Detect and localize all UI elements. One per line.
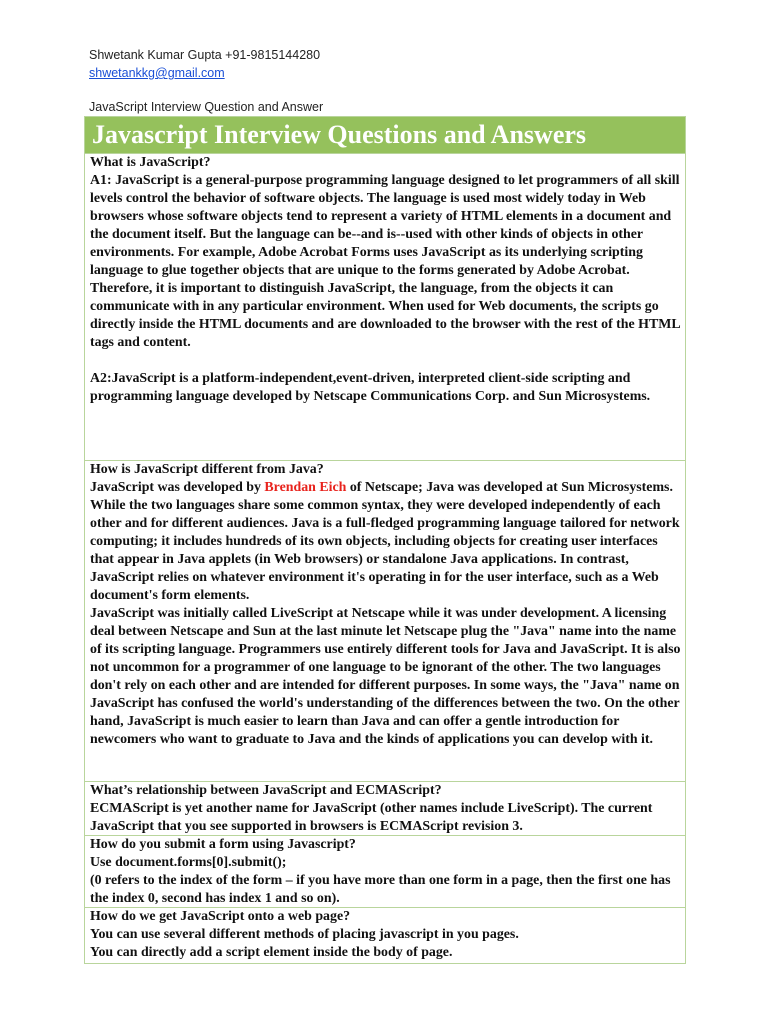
question: What is JavaScript? (90, 155, 211, 170)
question: How is JavaScript different from Java? (90, 462, 324, 477)
table-title-row (85, 117, 685, 153)
author-line: Shwetank Kumar Gupta +91-9815144280 (89, 48, 321, 62)
email-link[interactable]: shwetankkg@gmail.com (89, 66, 225, 80)
answer-paragraph (90, 479, 685, 605)
qa-item-javascript-on-page (85, 907, 685, 963)
paragraph-gap (90, 352, 685, 370)
qa-item-ecmascript (85, 781, 685, 835)
answer-paragraph: (0 refers to the index of the form – if you have more than one form in a page, then the first one has the index 0, second has index 1 and so on). (90, 873, 671, 906)
answer-paragraph: JavaScript was initially called LiveScript at Netscape while it was under development. A licensing deal between Netscape and Sun at the last minute let Netscape plug the "Java" name into the name of its scripting language. Programmers use entirely different tools for Java and JavaScript. It is also not uncommon for a programmer of one language to be ignorant of the other. The two languages don't rely on each other and are intended for different purposes. In some ways, the "Java" name on JavaScript has confused the world's understanding of the differences between the two. On the other hand, JavaScript is much easier to learn than Java and can offer a gentle introduction for newcomers who want to graduate to Java and the kinds of applications you can develop with it. (90, 606, 681, 747)
qa-item-javascript-vs-java (85, 460, 685, 781)
answer-paragraph: ECMAScript is yet another name for JavaScript (other names include LiveScript). The current JavaScript that you see supported in browsers is ECMAScript revision 3. (90, 801, 653, 834)
answer-paragraph: A1: JavaScript is a general-purpose programming language designed to let programmers of all skill levels control the behavior of software objects. The language is used most widely today in Web browsers whose software objects tend to represent a variety of HTML elements in a document and the document itself. But the language can be--and is--used with other kinds of objects in other environments. For example, Adobe Acrobat Forms uses JavaScript as its underlying scripting language to glue together objects that are unique to the forms generated by Adobe Acrobat. Therefore, it is important to distinguish JavaScript, the language, from the objects it can communicate with in any particular environment. When used for Web documents, the scripts go directly inside the HTML documents and are downloaded to the browser with the rest of the HTML tags and content. (90, 173, 680, 350)
highlighted-name: Brendan Eich (264, 480, 347, 495)
answer-text: JavaScript was developed by (90, 480, 265, 495)
document-subtitle: JavaScript Interview Question and Answer (89, 100, 324, 114)
qa-table (84, 116, 686, 964)
table-title: Javascript Interview Questions and Answers (92, 120, 587, 149)
answer-paragraph: You can use several different methods of placing javascript in you pages. (90, 927, 519, 942)
answer-paragraph: Use document.forms[0].submit(); (90, 855, 287, 870)
question: How do you submit a form using Javascript? (90, 837, 356, 852)
answer-text: of Netscape; Java was developed at Sun Microsystems. While the two languages share some common syntax, they were developed independently of each other and for different audiences. Java is a full-fledged programming language tailored for network computing; it includes hundreds of its own objects, including objects for creating user interfaces that appear in Java applets (in Web browsers) or standalone Java applications. In contrast, JavaScript relies on whatever environment it's operating in for the user interface, such as a Web document's form elements. (90, 480, 680, 603)
question: How do we get JavaScript onto a web page? (90, 909, 351, 924)
qa-item-submit-form (85, 835, 685, 907)
question: What’s relationship between JavaScript and ECMAScript? (90, 783, 442, 798)
page-header (89, 46, 320, 82)
answer-paragraph: A2:JavaScript is a platform-independent,event-driven, interpreted client-side scripting and programming language developed by Netscape Communications Corp. and Sun Microsystems. (90, 371, 651, 404)
answer-paragraph: You can directly add a script element inside the body of page. (90, 945, 453, 960)
qa-item-what-is-javascript (85, 153, 685, 460)
